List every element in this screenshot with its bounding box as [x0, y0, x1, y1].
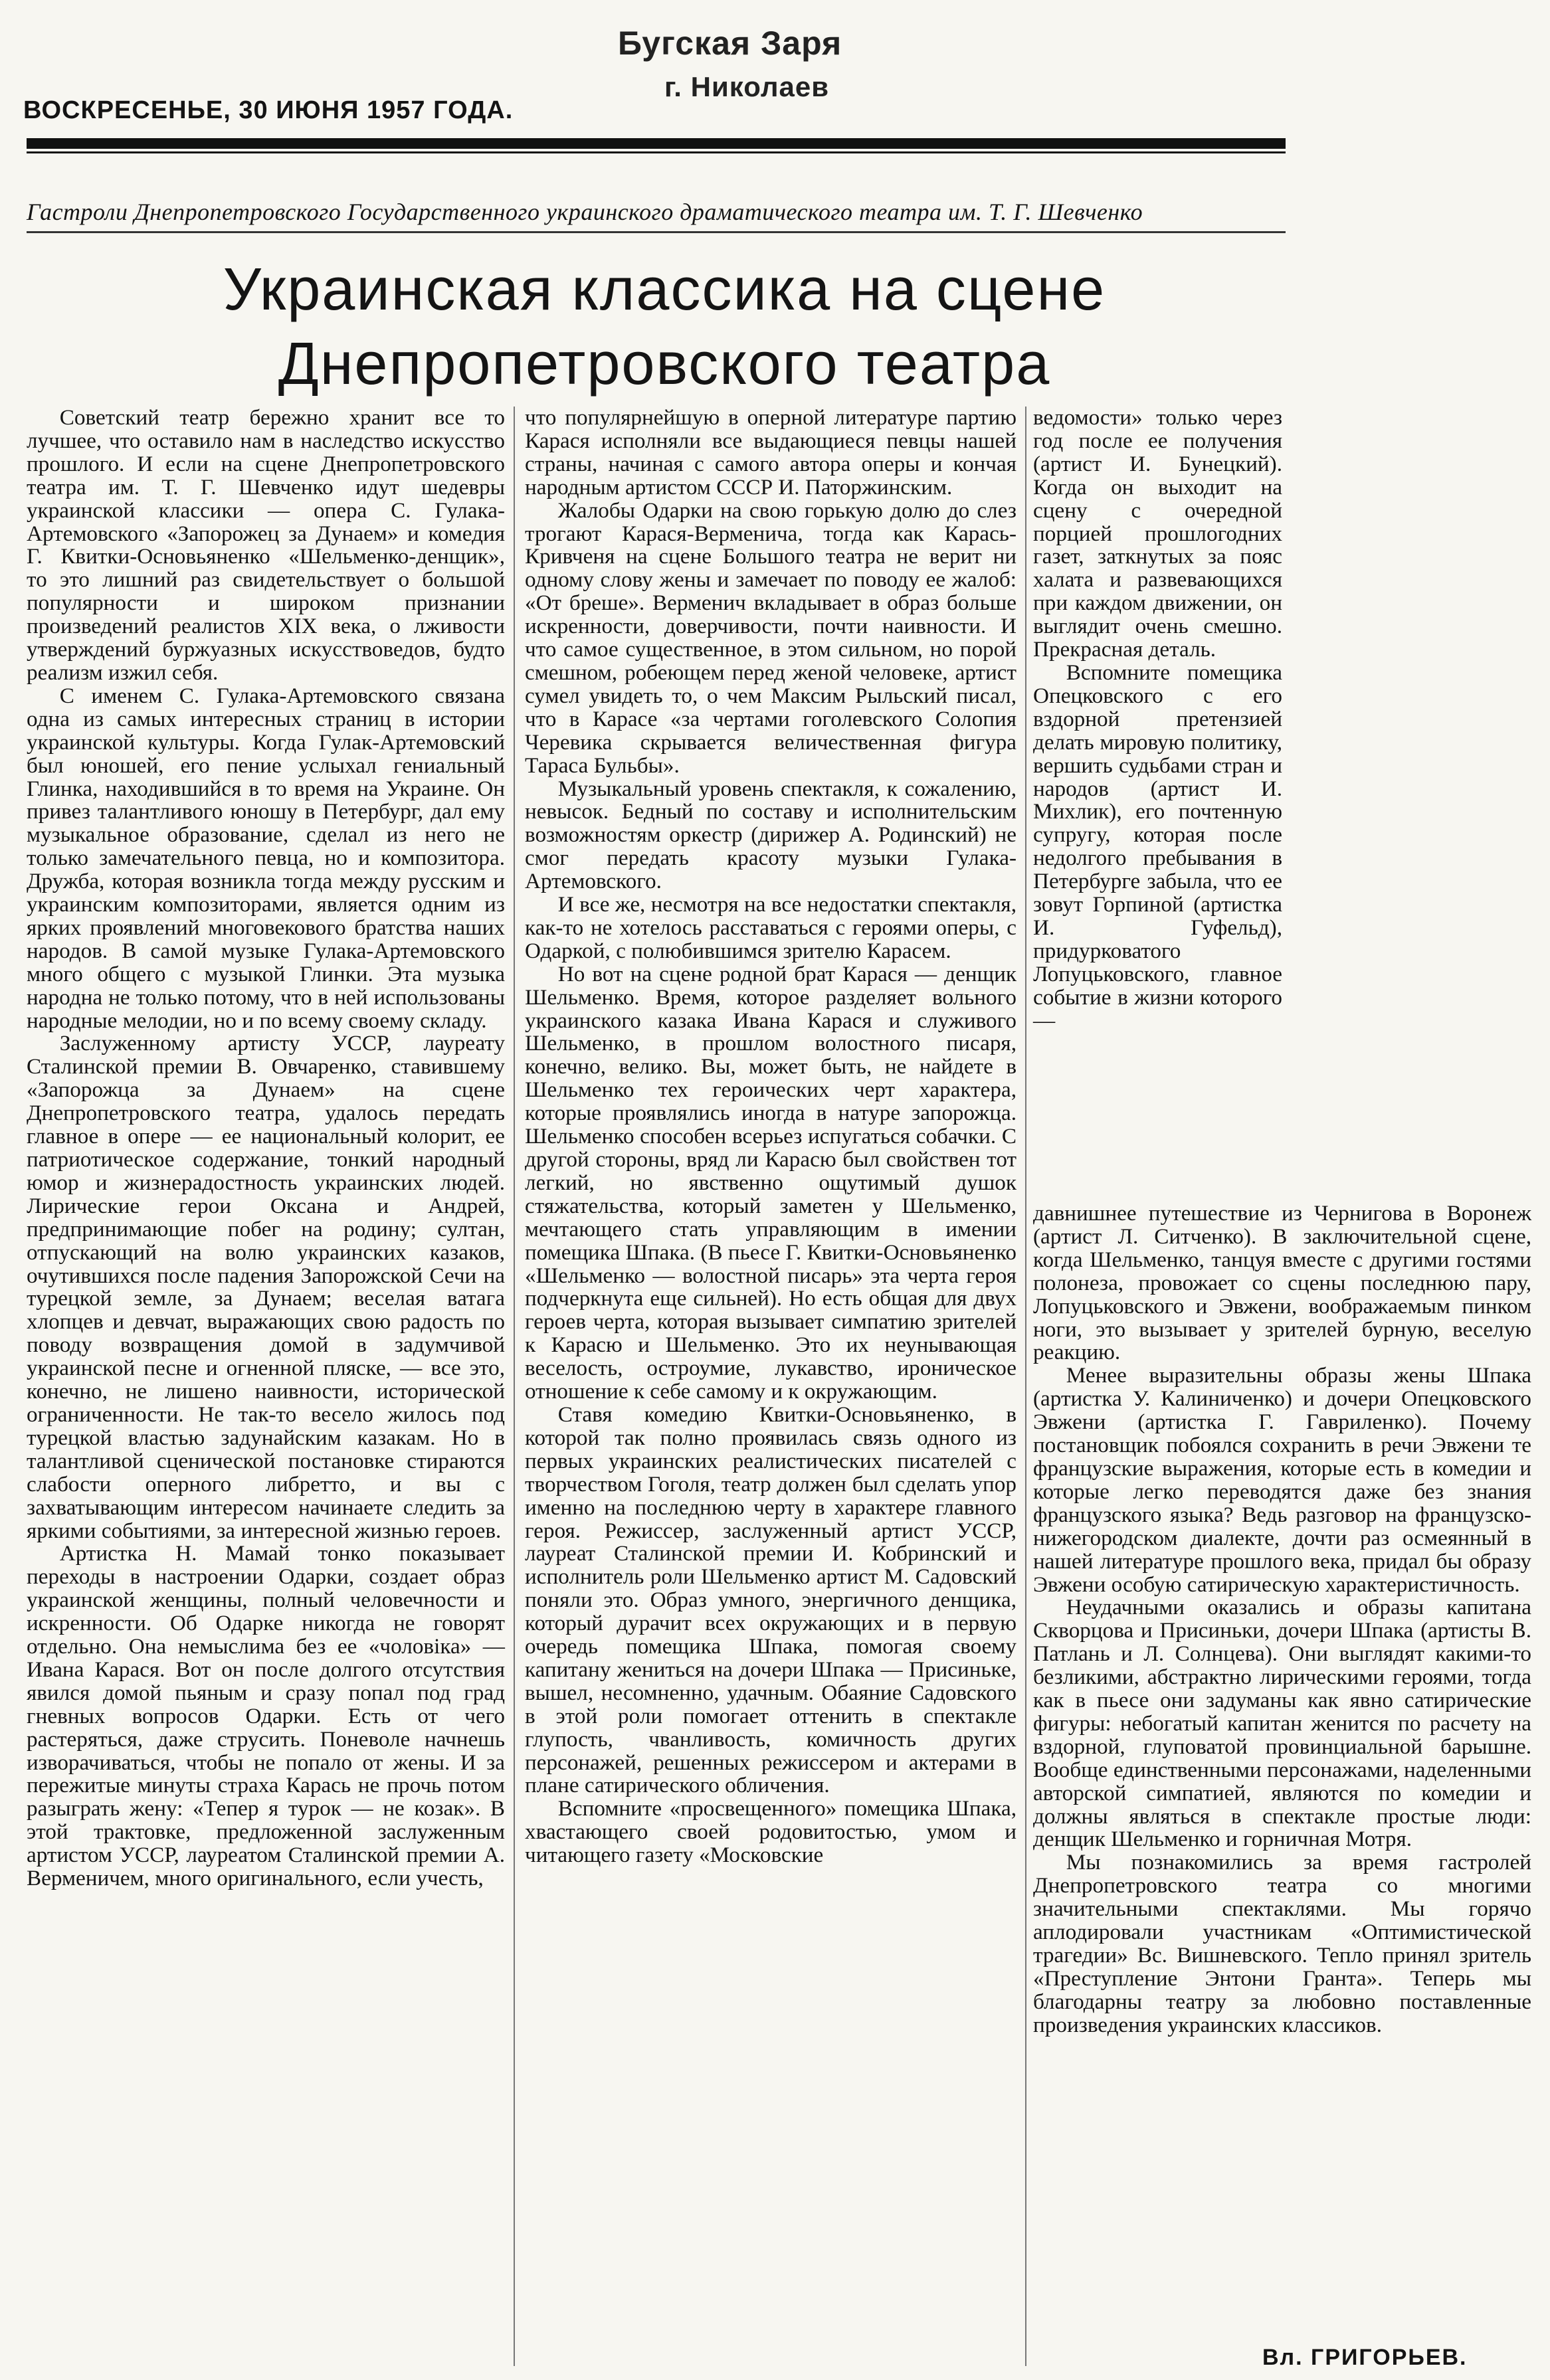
paragraph: что популярнейшую в оперной литературе партию Карася исполняли все выдающиеся певцы нашей страны, начиная с самого автора оперы и кончая народным артистом СССР И. Паторжинским.	[525, 405, 1017, 500]
masthead-rule-thin	[27, 151, 1286, 153]
paragraph: давнишнее путешествие из Чернигова в Воронеж (артист Л. Ситченко). В заключительной сцене, когда Шельменко, танцуя вместе с другими гостями полонеза, провожает со сцены последнюю пару, Лопуцьковского и Эвжени, воображаемым пинком ноги, это вызывает у зрителей бурную, веселую реакцию.	[1033, 1201, 1531, 1365]
kicker-rule	[27, 231, 1286, 233]
archive-stamp-city: г. Николаев	[664, 71, 830, 102]
paragraph: Жалобы Одарки на свою горькую долю до слез трогают Карася-Верменича, тогда как Карась-Кривченя на сцене Большого театра не верит ни одному слову жены и замечает по поводу ее жалоб: «От бреше». Верменич вкладывает в образ больше искренности, доверчивости, почти наивности. И что самое существенное, в этом сильном, но порой смешном, робеющем перед женой человеке, артист сумел увидеть то, о чем Максим Рыльский писал, что в Карасе «за чертами гоголевского Солопия Черевика скрывается величественная фигура Тараса Бульбы».	[525, 498, 1017, 778]
paragraph: Вспомните «просвещенного» помещика Шпака, хвастающего своей родовитостью, умом и читающего газету «Московские	[525, 1796, 1017, 1868]
masthead-rule-thick	[27, 138, 1286, 149]
paragraph: Менее выразительны образы жены Шпака (артистка У. Калиниченко) и дочери Опецковского Эвжени (артистка Г. Гавриленко). Почему постановщик побоялся сохранить в речи Эвжени те французские выражения, которые есть в комедии и которые легко переводятся даже без знания французского языка? Ведь разговор на французско-нижегородском диалекте, дочти раз осмеянный в нашей литературе прошлого века, придал бы образу Эвжени особую сатирическую характеристичность.	[1033, 1363, 1531, 1597]
article-column-1	[27, 407, 505, 1890]
article-kicker: Гастроли Днепропетровского Государственного украинского драматического театра им. Т. Г. Шевченко	[27, 199, 1143, 225]
paragraph: Заслуженному артисту УССР, лауреату Сталинской премии В. Овчаренко, ставившему «Запорожца за Дунаем» на сцене Днепропетровского театра, удалось передать главное в опере — ее национальный колорит, ее патриотическое содержание, тонкий народный юмор и жизнерадостность украинских людей. Лирические герои Оксана и Андрей, предпринимающие побег на родину; султан, отпускающий на волю украинских казаков, очутившихся после падения Запорожской Сечи на турецкой земле, за Дунаем; веселая ватага хлопцев и девчат, выражающих свою радость по поводу возвращения домой в задумчивой украинской песне и огненной пляске, — все это, конечно, не лишено наивности, исторической ограниченности. Не так-то весело жилось под турецкой властью задунайским казакам. Но в талантливой сценической постановке стираются слабости оперного либретто, и вы с захватывающим интересом начинаете следить за яркими событиями, за интересной жизнью героев.	[27, 1031, 505, 1543]
paragraph: Артистка Н. Мамай тонко показывает переходы в настроении Одарки, создает образ украинской женщины, полный человечности и искренности. Об Одарке никогда не говорят отдельно. Она немыслима без ее «чоловіка» — Ивана Карася. Вот он после долгого отсутствия явился домой пьяным и сразу попал под град гневных вопросов Одарки. Есть от чего растеряться, даже струсить. Поневоле начнешь изворачиваться, чтобы не попало от жены. И за пережитые минуты страха Карась не прочь потом разыграть жену: «Тепер я турок — не козак». В этой трактовке, предложенной заслуженным артистом УССР, лауреатом Сталинской премии А. Верменичем, много оригинального, если учесть,	[27, 1541, 505, 1891]
article-column-3-continued	[1033, 1202, 1531, 2037]
article-column-2	[525, 407, 1017, 1867]
headline-line-2: Днепропетровского театра	[278, 331, 1051, 397]
headline-line-1: Украинская классика на сцене	[223, 256, 1106, 323]
paragraph: Неудачными оказались и образы капитана Скворцова и Присиньки, дочери Шпака (артисты В. Патлань и Л. Солнцева). Они выглядят какими-то безликими, абстрактно лирическими героями, тогда как в пьесе они задуманы как явно сатирические фигуры: небогатый капитан женится по расчету на вздорной, глуповатой провинциальной барышне. Вообще единственными персонажами, наделенными авторской симпатией, являются по комедии и должны являться в спектакле простые люди: денщик Шельменко и горничная Мотря.	[1033, 1595, 1531, 1852]
article-headline	[126, 252, 1203, 401]
issue-dateline: ВОСКРЕСЕНЬЕ, 30 ИЮНЯ 1957 ГОДА.	[23, 96, 514, 124]
article-column-3	[1033, 407, 1282, 1032]
author-signature: Вл. ГРИГОРЬЕВ.	[1262, 2345, 1468, 2370]
paragraph: Мы познакомились за время гастролей Днепропетровского театра со многими значительными спектаклями. Мы горячо аплодировали участникам «Оптимистической трагедии» Вс. Вишневского. Тепло принял зритель «Преступление Энтони Гранта». Теперь мы благодарны театру за любовно поставленные произведения украинских классиков.	[1033, 1850, 1531, 2037]
paragraph: Но вот на сцене родной брат Карася — денщик Шельменко. Время, которое разделяет вольного украинского казака Ивана Карася и служивого Шельменко, в прошлом волостного писаря, конечно, велико. Вы, может быть, не найдете в Шельменко тех героических черт характера, которые проявлялись иногда в натуре запорожца. Шельменко способен всерьез испугаться собачки. С другой стороны, вряд ли Карасю был свойствен тот легкий, но явственно ощутимый душок стяжательства, который заметен у Шельменко, мечтающего стать управляющим в имении помещика Шпака. (В пьесе Г. Квитки-Основьяненко «Шельменко — волостной писарь» эта черта героя подчеркнута еще сильней). Но есть общая для двух героев черта, которая вызывает симпатию зрителей к Карасю и Шельменко. Это их неунывающая веселость, остроумие, лукавство, ироническое отношение к себе самому и к окружающим.	[525, 961, 1017, 1404]
paragraph: С именем С. Гулака-Артемовского связана одна из самых интересных страниц в истории украинской культуры. Когда Гулак-Артемовский был юношей, его пение услыхал гениальный Глинка, находившийся в то время на Украине. Он привез талантливого юношу в Петербург, дал ему музыкальное образование, сделал из него не только замечательного певца, но и композитора. Дружба, которая возникла тогда между русским и украинским композиторами, является одним из ярких проявлений многовекового братства наших народов. В самой музыке Гулака-Артемовского много общего с музыкой Глинки. Эта музыка народна не только потому, что в ней использованы народные мелодии, но и по всему своему складу.	[27, 683, 505, 1033]
column-divider-2	[1025, 407, 1026, 2366]
paragraph: Советский театр бережно хранит все то лучшее, что оставило нам в наследство искусство прошлого. И если на сцене Днепропетровского театра им. Т. Г. Шевченко идут шедевры украинской классики — опера С. Гулака-Артемовского «Запорожец за Дунаем» и комедия Г. Квитки-Основьяненко «Шельменко-денщик», то это лишний раз свидетельствует о большой популярности и широком признании произведений реалистов XIX века, о лживости утверждений буржуазных искусствоведов, будто реализм изжил себя.	[27, 405, 505, 685]
paragraph: Ставя комедию Квитки-Основьяненко, в которой так полно проявилась связь одного из первых украинских реалистических писателей с творчеством Гоголя, театр должен был сделать упор именно на последнюю черту в характере главного героя. Режиссер, заслуженный артист УССР, лауреат Сталинской премии И. Кобринский и исполнитель роли Шельменко артист М. Садовский поняли это. Образ умного, энергичного денщика, который дурачит всех окружающих и в первую очередь помещика Шпака, помогая своему капитану жениться на дочери Шпака — Присиньке, вышел, несомненно, удачным. Обаяние Садовского в этой роли помогает оттенить в спектакле глупость, чванливость, комичность других персонажей, решенных режиссером и актерами в плане сатирического обличения.	[525, 1402, 1017, 1798]
paragraph: ведомости» только через год после ее получения (артист И. Бунецкий). Когда он выходит на сцену с очередной порцией прошлогодних газет, заткнутых за пояс халата и развевающихся при каждом движении, он выглядит очень смешно. Прекрасная деталь.	[1033, 405, 1282, 662]
paragraph: И все же, несмотря на все недостатки спектакля, как-то не хотелось расставаться с героями оперы, с Одаркой, с полюбившимся зрителю Карасем.	[525, 892, 1017, 963]
archive-stamp-title: Бугская Заря	[618, 25, 842, 62]
column-divider-1	[514, 407, 515, 2366]
paragraph: Музыкальный уровень спектакля, к сожалению, невысок. Бедный по составу и исполнительским возможностям оркестр (дирижер А. Родинский) не смог передать красоту музыки Гулака-Артемовского.	[525, 776, 1017, 894]
paragraph: Вспомните помещика Опецковского с его вздорной претензией делать мировую политику, вершить судьбами стран и народов (артист И. Михлик), его почтенную супругу, которая после недолгого пребывания в Петербурге забыла, что ее зовут Горпиной (артистка И. Гуфельд), придурковатого Лопуцьковского, главное событие в жизни которого —	[1033, 660, 1282, 1033]
